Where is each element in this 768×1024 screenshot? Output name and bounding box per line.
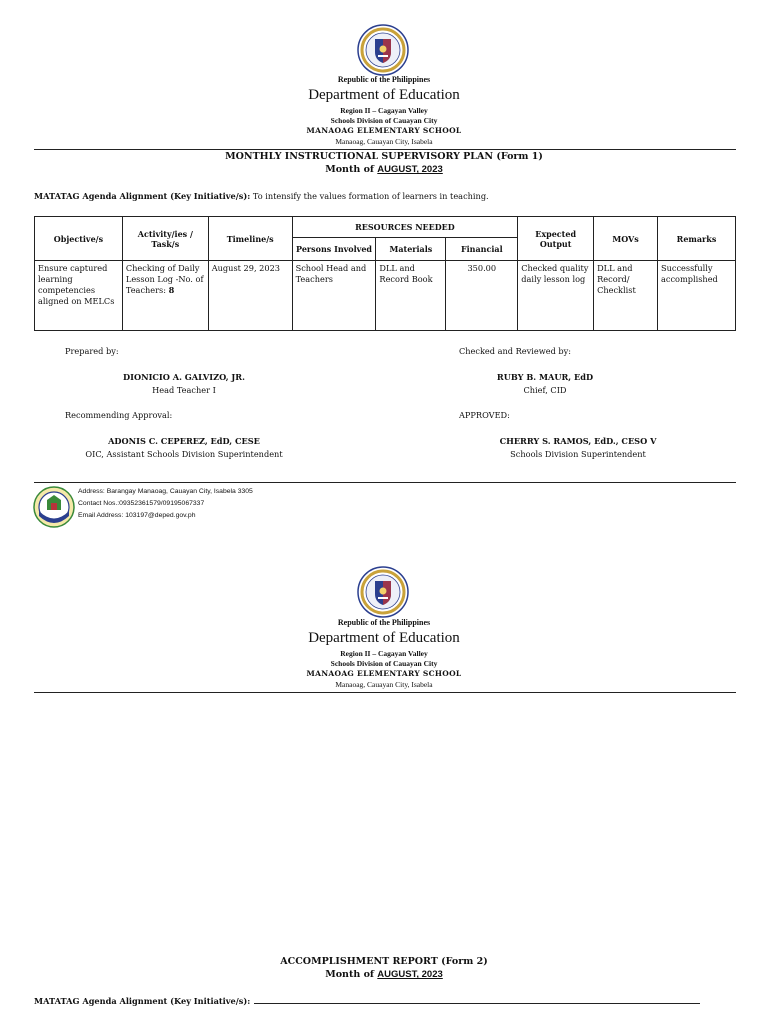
form2-title: ACCOMPLISHMENT REPORT (Form 2) bbox=[280, 956, 488, 967]
col-materials: Materials bbox=[376, 238, 446, 261]
prepared-title: Head Teacher I bbox=[152, 385, 216, 395]
header-divider bbox=[34, 149, 736, 150]
prepared-name-text: DIONICIO A. GALVIZO, JR. bbox=[123, 372, 245, 382]
approved-name-text: CHERRY S. RAMOS, EdD., CESO V bbox=[499, 436, 657, 446]
department-title: Department of Education bbox=[308, 87, 460, 103]
col-objective: Objective/s bbox=[35, 217, 123, 261]
table-row bbox=[35, 261, 736, 331]
agenda-value: To intensify the values formation of learners in teaching. bbox=[250, 191, 489, 201]
cell-remarks: Successfully accomplished bbox=[658, 261, 736, 331]
col-expected: Expected Output bbox=[518, 217, 594, 261]
agenda-label-page2: MATATAG Agenda Alignment (Key Initiative/s): bbox=[34, 996, 251, 1006]
cell-activity bbox=[122, 261, 208, 331]
checked-title: Chief, CID bbox=[523, 385, 567, 395]
form1-title: MONTHLY INSTRUCTIONAL SUPERVISORY PLAN (Form 1) bbox=[225, 151, 543, 162]
footer-address: Address: Barangay Manaoag, Cauayan City, Isabela 3305 bbox=[78, 488, 253, 495]
prepared-name bbox=[34, 372, 334, 382]
teacher-count: 8 bbox=[168, 285, 175, 295]
activity-text: Checking of Daily Lesson Log -No. of Teachers: bbox=[125, 263, 204, 295]
table-header-row bbox=[35, 217, 736, 238]
recommending-label: Recommending Approval: bbox=[65, 410, 173, 420]
col-movs: MOVs bbox=[594, 217, 658, 261]
col-persons: Persons Involved bbox=[292, 238, 376, 261]
month-prefix-page2: Month of bbox=[325, 969, 378, 980]
form2-month bbox=[0, 969, 768, 980]
school-name-page2: MANAOAG ELEMENTARY SCHOOL bbox=[306, 669, 462, 678]
col-resources: RESOURCES NEEDED bbox=[292, 217, 518, 238]
checked-name bbox=[430, 372, 660, 382]
cell-timeline: August 29, 2023 bbox=[208, 261, 292, 331]
month-value-page2: AUGUST, 2023 bbox=[377, 969, 443, 980]
deped-seal-icon bbox=[357, 24, 409, 76]
month-prefix: Month of bbox=[325, 164, 378, 175]
form2-agenda bbox=[34, 996, 700, 1006]
approved-name bbox=[448, 436, 708, 446]
cell-financial: 350.00 bbox=[446, 261, 518, 331]
cell-materials: DLL and Record Book bbox=[376, 261, 446, 331]
school-address: Manaoag, Cauayan City, Isabela bbox=[335, 137, 433, 146]
school-logo-icon bbox=[33, 486, 75, 528]
month-value: AUGUST, 2023 bbox=[377, 164, 443, 175]
deped-seal-icon-page2 bbox=[357, 566, 409, 618]
cell-persons: School Head and Teachers bbox=[292, 261, 376, 331]
col-remarks: Remarks bbox=[658, 217, 736, 261]
republic-text: Republic of the Philippines bbox=[337, 75, 431, 84]
region-text: Region II – Cagayan Valley bbox=[340, 106, 428, 115]
division-text: Schools Division of Cauayan City bbox=[330, 116, 438, 125]
checked-label: Checked and Reviewed by: bbox=[459, 346, 572, 356]
cell-movs: DLL and Record/ Checklist bbox=[594, 261, 658, 331]
cell-objective: Ensure captured learning competencies aligned on MELCs bbox=[35, 261, 123, 331]
division-text-page2: Schools Division of Cauayan City bbox=[330, 659, 438, 668]
checked-name-text: RUBY B. MAUR, EdD bbox=[496, 372, 594, 382]
prepared-label: Prepared by: bbox=[65, 346, 119, 356]
region-text-page2: Region II – Cagayan Valley bbox=[340, 649, 428, 658]
form1-month bbox=[0, 164, 768, 175]
footer-contact: Contact Nos.:09352361579/09195067337 bbox=[78, 500, 205, 507]
cell-expected: Checked quality daily lesson log bbox=[518, 261, 594, 331]
school-address-page2: Manaoag, Cauayan City, Isabela bbox=[335, 680, 433, 689]
col-timeline: Timeline/s bbox=[208, 217, 292, 261]
form1-agenda bbox=[34, 191, 489, 201]
header-divider-page2 bbox=[34, 692, 736, 693]
recommending-name bbox=[34, 436, 334, 446]
department-title-page2: Department of Education bbox=[308, 630, 460, 646]
republic-text-page2: Republic of the Philippines bbox=[337, 618, 431, 627]
col-activity: Activity/ies / Task/s bbox=[122, 217, 208, 261]
school-name: MANAOAG ELEMENTARY SCHOOL bbox=[306, 126, 462, 135]
approved-title: Schools Division Superintendent bbox=[510, 449, 646, 459]
approved-label: APPROVED: bbox=[459, 410, 510, 420]
footer-email: Email Address: 103197@deped.gov.ph bbox=[78, 512, 196, 519]
recommending-name-text: ADONIS C. CEPEREZ, EdD, CESE bbox=[108, 436, 260, 446]
recommending-title: OIC, Assistant Schools Division Superintendent bbox=[85, 449, 283, 459]
col-financial: Financial bbox=[446, 238, 518, 261]
agenda-label: MATATAG Agenda Alignment (Key Initiative/s): bbox=[34, 191, 251, 201]
footer-divider bbox=[34, 482, 736, 483]
agenda-blank-line bbox=[254, 1003, 700, 1004]
supervisory-plan-table bbox=[34, 216, 736, 331]
